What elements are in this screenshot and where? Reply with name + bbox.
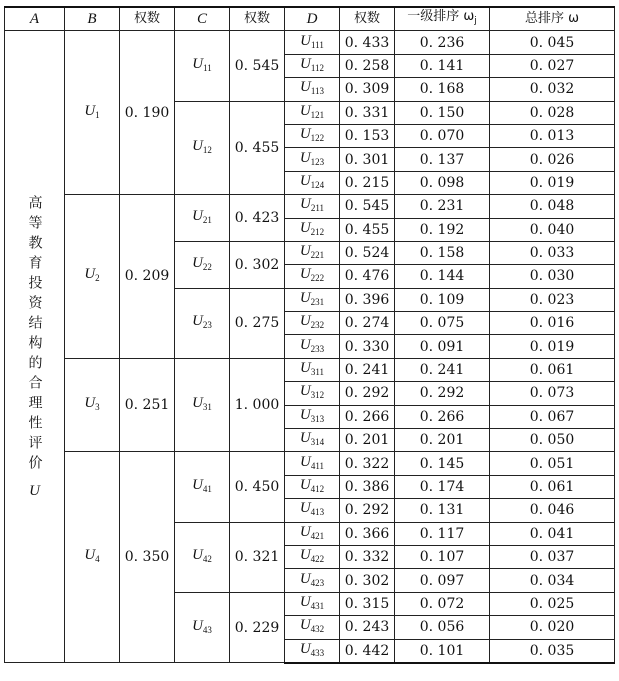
d-symbol: $U_{312}$ [299, 383, 325, 401]
total-rank-cell: 0. 033 [490, 241, 615, 264]
level-rank-cell: 0. 107 [395, 545, 490, 568]
d-symbol: $U_{222}$ [299, 266, 325, 284]
c-criterion-cell [175, 288, 230, 358]
d-weight-cell: 0. 524 [340, 241, 395, 264]
level-rank-cell: 0. 241 [395, 358, 490, 381]
total-rank-cell: 0. 048 [490, 195, 615, 218]
total-rank-cell: 0. 020 [490, 616, 615, 639]
d-weight-cell: 0. 302 [340, 569, 395, 592]
level-rank-cell: 0. 075 [395, 312, 490, 335]
total-rank-cell: 0. 030 [490, 265, 615, 288]
d-weight-cell: 0. 274 [340, 312, 395, 335]
total-rank-cell: 0. 034 [490, 569, 615, 592]
c-symbol: $U_{23}$ [192, 313, 212, 331]
d-criterion-cell [285, 616, 340, 639]
d-symbol: $U_{112}$ [299, 55, 324, 73]
c-symbol: $U_{22}$ [192, 254, 212, 272]
d-criterion-cell [285, 358, 340, 381]
a-title: 高等教育投资结构的合理性评价 [26, 194, 43, 475]
d-criterion-cell [285, 382, 340, 405]
total-rank-cell: 0. 067 [490, 405, 615, 428]
total-rank-cell: 0. 019 [490, 171, 615, 194]
d-symbol: $U_{422}$ [299, 547, 325, 565]
b-weight-cell: 0. 350 [120, 452, 175, 663]
d-weight-cell: 0. 201 [340, 429, 395, 452]
d-symbol: $U_{232}$ [299, 313, 325, 331]
level-rank-cell: 0. 141 [395, 54, 490, 77]
d-weight-cell: 0. 315 [340, 592, 395, 615]
a-symbol: U [29, 482, 40, 499]
c-symbol: $U_{21}$ [192, 208, 212, 226]
b-criterion-cell [65, 195, 120, 359]
d-criterion-cell [285, 475, 340, 498]
d-criterion-cell [285, 522, 340, 545]
d-symbol: $U_{231}$ [299, 289, 325, 307]
b-symbol: $U_3$ [84, 395, 100, 413]
d-symbol: $U_{411}$ [299, 453, 324, 471]
level-rank-cell: 0. 145 [395, 452, 490, 475]
c-criterion-cell [175, 452, 230, 522]
d-weight-cell: 0. 215 [340, 171, 395, 194]
d-symbol: $U_{412}$ [299, 477, 325, 494]
total-rank-cell: 0. 061 [490, 475, 615, 498]
c-weight-cell: 0. 321 [230, 522, 285, 592]
total-rank-cell: 0. 019 [490, 335, 615, 358]
total-rank-cell: 0. 051 [490, 452, 615, 475]
total-rank-cell: 0. 050 [490, 429, 615, 452]
level-rank-cell: 0. 109 [395, 288, 490, 311]
c-criterion-cell [175, 522, 230, 592]
d-weight-cell: 0. 476 [340, 265, 395, 288]
d-criterion-cell [285, 218, 340, 241]
header-b: B [65, 7, 120, 31]
d-criterion-cell [285, 148, 340, 171]
b-weight-cell: 0. 209 [120, 195, 175, 359]
d-weight-cell: 0. 396 [340, 288, 395, 311]
header-total-rank: 总排序 ω [490, 7, 615, 31]
d-weight-cell: 0. 545 [340, 195, 395, 218]
c-criterion-cell [175, 592, 230, 663]
d-symbol: $U_{221}$ [299, 243, 325, 261]
d-symbol: $U_{413}$ [299, 500, 325, 518]
d-criterion-cell [285, 195, 340, 218]
d-criterion-cell [285, 592, 340, 615]
d-symbol: $U_{314}$ [299, 430, 325, 448]
d-symbol: $U_{421}$ [299, 523, 325, 541]
level-rank-cell: 0. 168 [395, 78, 490, 101]
header-level-rank: 一级排序 $\omega_j$ [395, 7, 490, 31]
c-symbol: $U_{12}$ [192, 137, 212, 155]
table-row [5, 452, 615, 475]
total-rank-cell: 0. 026 [490, 148, 615, 171]
d-symbol: $U_{122}$ [299, 126, 325, 144]
level-rank-cell: 0. 091 [395, 335, 490, 358]
level-rank-cell: 0. 131 [395, 499, 490, 522]
d-symbol: $U_{124}$ [299, 172, 325, 190]
d-criterion-cell [285, 101, 340, 124]
d-weight-cell: 0. 292 [340, 499, 395, 522]
total-rank-cell: 0. 061 [490, 358, 615, 381]
d-criterion-cell [285, 288, 340, 311]
d-symbol: $U_{433}$ [299, 640, 325, 658]
d-symbol: $U_{423}$ [299, 570, 325, 588]
total-rank-cell: 0. 016 [490, 312, 615, 335]
table-row [5, 195, 615, 218]
c-symbol: $U_{11}$ [192, 55, 212, 73]
level-rank-cell: 0. 072 [395, 592, 490, 615]
total-rank-cell: 0. 032 [490, 78, 615, 101]
level-rank-cell: 0. 158 [395, 241, 490, 264]
b-criterion-cell [65, 31, 120, 195]
b-symbol: $U_1$ [84, 102, 100, 120]
d-symbol: $U_{113}$ [299, 79, 324, 97]
c-symbol: $U_{42}$ [192, 547, 212, 565]
total-rank-cell: 0. 045 [490, 31, 615, 54]
total-rank-cell: 0. 046 [490, 499, 615, 522]
total-rank-cell: 0. 013 [490, 124, 615, 147]
c-weight-cell: 0. 302 [230, 241, 285, 288]
b-criterion-cell [65, 452, 120, 663]
d-symbol: $U_{431}$ [299, 593, 325, 611]
d-weight-cell: 0. 455 [340, 218, 395, 241]
level-rank-cell: 0. 056 [395, 616, 490, 639]
c-weight-cell: 0. 455 [230, 101, 285, 195]
total-rank-cell: 0. 028 [490, 101, 615, 124]
c-weight-cell: 1. 000 [230, 358, 285, 452]
c-symbol: $U_{43}$ [192, 617, 212, 635]
c-weight-cell: 0. 545 [230, 31, 285, 101]
d-weight-cell: 0. 386 [340, 475, 395, 498]
level-rank-cell: 0. 231 [395, 195, 490, 218]
level-rank-cell: 0. 266 [395, 405, 490, 428]
d-symbol: $U_{233}$ [299, 336, 325, 354]
d-criterion-cell [285, 54, 340, 77]
header-a: A [5, 7, 65, 31]
header-weight-b: 权数 [120, 7, 175, 31]
d-criterion-cell [285, 639, 340, 663]
level-rank-cell: 0. 236 [395, 31, 490, 54]
d-weight-cell: 0. 309 [340, 78, 395, 101]
c-weight-cell: 0. 450 [230, 452, 285, 522]
level-rank-cell: 0. 150 [395, 101, 490, 124]
d-criterion-cell [285, 241, 340, 264]
level-rank-cell: 0. 070 [395, 124, 490, 147]
level-rank-cell: 0. 192 [395, 218, 490, 241]
c-criterion-cell [175, 31, 230, 101]
d-criterion-cell [285, 429, 340, 452]
d-criterion-cell [285, 124, 340, 147]
c-criterion-cell [175, 358, 230, 452]
d-weight-cell: 0. 330 [340, 335, 395, 358]
level-rank-cell: 0. 292 [395, 382, 490, 405]
level-rank-cell: 0. 144 [395, 265, 490, 288]
level-rank-cell: 0. 137 [395, 148, 490, 171]
d-criterion-cell [285, 265, 340, 288]
d-weight-cell: 0. 153 [340, 124, 395, 147]
c-criterion-cell [175, 101, 230, 195]
d-symbol: $U_{111}$ [300, 32, 324, 50]
total-rank-cell: 0. 023 [490, 288, 615, 311]
d-weight-cell: 0. 241 [340, 358, 395, 381]
level-rank-cell: 0. 201 [395, 429, 490, 452]
header-c: C [175, 7, 230, 31]
total-rank-cell: 0. 027 [490, 54, 615, 77]
d-criterion-cell [285, 78, 340, 101]
level-rank-cell: 0. 097 [395, 569, 490, 592]
total-rank-cell: 0. 025 [490, 592, 615, 615]
total-rank-cell: 0. 037 [490, 545, 615, 568]
total-rank-cell: 0. 041 [490, 522, 615, 545]
d-criterion-cell [285, 569, 340, 592]
b-symbol: $U_2$ [84, 266, 100, 284]
d-symbol: $U_{432}$ [299, 617, 325, 635]
level-rank-cell: 0. 117 [395, 522, 490, 545]
header-weight-c: 权数 [230, 7, 285, 31]
d-weight-cell: 0. 301 [340, 148, 395, 171]
c-weight-cell: 0. 275 [230, 288, 285, 358]
header-d: D [285, 7, 340, 31]
d-criterion-cell [285, 545, 340, 568]
d-criterion-cell [285, 31, 340, 54]
d-weight-cell: 0. 322 [340, 452, 395, 475]
d-weight-cell: 0. 266 [340, 405, 395, 428]
d-symbol: $U_{212}$ [299, 219, 325, 237]
c-symbol: $U_{31}$ [192, 395, 212, 413]
d-criterion-cell [285, 405, 340, 428]
d-criterion-cell [285, 335, 340, 358]
d-weight-cell: 0. 331 [340, 101, 395, 124]
c-weight-cell: 0. 229 [230, 592, 285, 663]
c-symbol: $U_{41}$ [192, 477, 212, 494]
d-weight-cell: 0. 366 [340, 522, 395, 545]
d-criterion-cell [285, 171, 340, 194]
d-weight-cell: 0. 243 [340, 616, 395, 639]
b-criterion-cell [65, 358, 120, 452]
b-symbol: $U_4$ [84, 547, 100, 565]
d-symbol: $U_{211}$ [299, 196, 324, 214]
d-weight-cell: 0. 332 [340, 545, 395, 568]
d-symbol: $U_{313}$ [299, 406, 325, 424]
c-weight-cell: 0. 423 [230, 195, 285, 242]
header-weight-d: 权数 [340, 7, 395, 31]
d-criterion-cell [285, 499, 340, 522]
d-criterion-cell [285, 312, 340, 335]
total-rank-cell: 0. 073 [490, 382, 615, 405]
total-rank-cell: 0. 040 [490, 218, 615, 241]
level-rank-cell: 0. 101 [395, 639, 490, 663]
d-symbol: $U_{123}$ [299, 149, 325, 167]
d-weight-cell: 0. 292 [340, 382, 395, 405]
table-row [5, 31, 615, 54]
evaluation-table [4, 6, 615, 664]
c-criterion-cell [175, 241, 230, 288]
total-rank-cell: 0. 035 [490, 639, 615, 663]
d-weight-cell: 0. 258 [340, 54, 395, 77]
header-row [5, 7, 615, 31]
d-weight-cell: 0. 433 [340, 31, 395, 54]
level-rank-cell: 0. 174 [395, 475, 490, 498]
level-rank-cell: 0. 098 [395, 171, 490, 194]
criterion-a-cell [5, 31, 65, 663]
b-weight-cell: 0. 251 [120, 358, 175, 452]
d-criterion-cell [285, 452, 340, 475]
d-weight-cell: 0. 442 [340, 639, 395, 663]
d-symbol: $U_{121}$ [299, 102, 325, 120]
d-symbol: $U_{311}$ [299, 360, 324, 378]
table-body [5, 31, 615, 663]
c-criterion-cell [175, 195, 230, 242]
table-row [5, 358, 615, 381]
b-weight-cell: 0. 190 [120, 31, 175, 195]
